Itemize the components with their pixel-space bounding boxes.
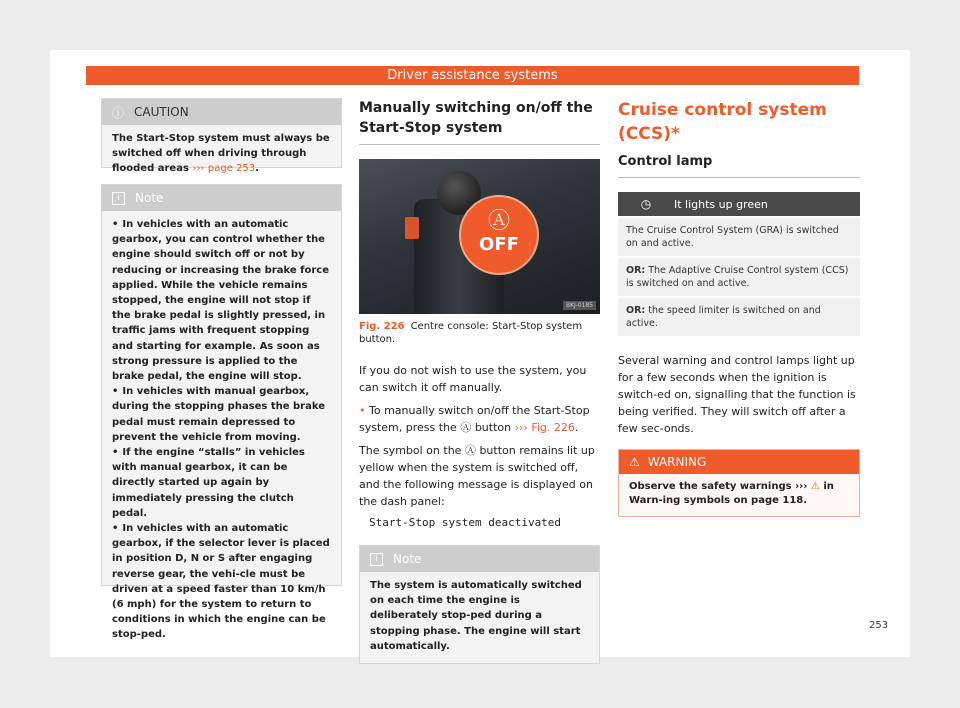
para-end: . xyxy=(574,421,579,434)
lamp-row-prefix: OR: xyxy=(626,305,646,316)
para-text: The symbol on the xyxy=(359,444,462,457)
button-symbol-icon: Ⓐ xyxy=(464,444,476,457)
caution-icon: ⓘ xyxy=(112,105,125,120)
lamp-header-text: It lights up green xyxy=(674,197,768,211)
chapter-title: Cruise control system (CCS)* xyxy=(618,100,827,144)
note-label: Note xyxy=(135,191,164,205)
para-text: To manually switch on/off the Start-Stop system, press the xyxy=(359,404,590,434)
control-lamp-table xyxy=(618,192,860,336)
paragraph: Several warning and control lamps light up for a few seconds when the ignition is switch-ed on, signalling that the function is being verified. They will switch off after a few sec-onds. xyxy=(618,354,856,435)
para-text: button remains lit up yellow when the system is switched off, and the following message is displayed on the dash panel: xyxy=(359,444,595,508)
caption-text: Centre console: Start-Stop system button. xyxy=(359,321,583,345)
lamp-row-text: The Cruise Control System (GRA) is switched on and active. xyxy=(626,225,839,249)
section-heading: Manually switching on/off the Start-Stop system xyxy=(359,98,600,145)
warning-box xyxy=(618,449,860,517)
lamp-row-text: The Adaptive Cruise Control system (CCS) is switched on and active. xyxy=(626,265,849,289)
subsection-heading: Control lamp xyxy=(618,154,860,178)
fig-link[interactable]: Fig. 226 xyxy=(531,421,575,434)
column-right xyxy=(618,98,860,517)
note-bullet: • In vehicles with an automatic gearbox, if the selector lever is placed in position D, N or S after engaging reverse gear, the vehi-cle must be driven at a speed faster than 10 km/h (6 mph) for the system to return to conditions in which the engine can be stop-ped. xyxy=(112,523,330,641)
figure-centre-console xyxy=(359,159,600,314)
warning-body xyxy=(619,474,859,516)
warning-link[interactable]: in Warn-ing symbols on page 118. xyxy=(629,481,834,506)
note-bullet-text: If the engine “stalls” in vehicles with manual gearbox, it can be directly started up again by immediately pressing the clutch pedal. xyxy=(112,447,305,519)
warning-triangle-icon: ⚠ xyxy=(810,481,820,492)
warning-arrows: ››› xyxy=(795,481,808,492)
note-label: Note xyxy=(393,552,422,566)
start-stop-button xyxy=(405,217,419,239)
note-bullet-text: In vehicles with an automatic gearbox, if the selector lever is placed in position D, N or S after engaging reverse gear, the vehi-cle must be driven at a speed faster than 10 km/h (6 mph) for the system to return to conditions in which the engine can be stop-ped. xyxy=(112,523,330,641)
warning-text: Observe the safety warnings xyxy=(629,481,792,492)
column-left xyxy=(101,98,342,641)
warning-label: WARNING xyxy=(647,455,707,469)
lamp-row-prefix: OR: xyxy=(626,265,646,276)
lamp-row xyxy=(618,296,860,336)
caution-box xyxy=(101,98,342,175)
note-bullet: • In vehicles with an automatic gearbox, you can control whether the engine should switch off or not by reducing or increasing the brake force applied. While the vehicle remains stopped, the engine will not stop if the brake pedal is slightly pressed, in traffic jams with frequent stopping and starting for example. As soon as strong pressure is applied to the brake pedal, the engine will stop. xyxy=(112,219,329,383)
column-middle xyxy=(359,98,600,664)
paragraph: If you do not wish to use the system, you can switch it off manually. xyxy=(359,364,587,394)
link-arrows: ››› xyxy=(514,421,528,434)
info-icon: i xyxy=(112,192,125,205)
auto-start-stop-icon: Ⓐ xyxy=(487,209,510,234)
figure-code: BKJ-0185 xyxy=(563,301,596,310)
figure-number: Fig. 226 xyxy=(359,321,405,332)
lamp-row xyxy=(618,256,860,296)
caution-label: CAUTION xyxy=(134,105,189,119)
paragraph xyxy=(359,442,600,510)
button-symbol-icon: Ⓐ xyxy=(460,421,472,434)
lamp-table-header xyxy=(618,192,860,216)
section-header: Driver assistance systems xyxy=(86,66,859,85)
warning-triangle-icon: ⚠ xyxy=(629,455,640,469)
note-header xyxy=(360,546,599,572)
caution-end: . xyxy=(255,163,259,175)
caution-link[interactable]: page 253 xyxy=(207,163,256,175)
caution-link-arrows: ››› xyxy=(192,163,205,175)
bullet-dot: • xyxy=(359,404,366,417)
speedometer-icon: ◷ xyxy=(640,197,652,211)
off-label: OFF xyxy=(479,234,519,255)
lamp-row-text: the speed limiter is switched on and active. xyxy=(626,305,821,329)
note-bullet-text: In vehicles with manual gearbox, during the stopping phases the brake pedal must remain depressed to prevent the vehicle from moving. xyxy=(112,386,326,443)
start-stop-off-callout xyxy=(459,195,539,275)
note-bullet: • In vehicles with manual gearbox, during the stopping phases the brake pedal must remain depressed to prevent the vehicle from moving. xyxy=(112,386,326,443)
note-bullet-text: In vehicles with an automatic gearbox, you can control whether the engine should switch off or not by reducing or increasing the brake force applied. While the vehicle remains stopped, the engine will not stop if the brake pedal is slightly pressed, in traffic jams with frequent stopping and starting for example. As soon as strong pressure is applied to the brake pedal, the engine will stop. xyxy=(112,219,329,383)
dash-message: Start-Stop system deactivated xyxy=(369,516,562,529)
caution-header xyxy=(102,99,341,125)
note-bullet: • If the engine “stalls” in vehicles with manual gearbox, it can be directly started up again by immediately pressing the clutch pedal. xyxy=(112,447,305,519)
lamp-row xyxy=(618,216,860,256)
page-number: 253 xyxy=(869,620,889,631)
info-icon: i xyxy=(370,553,383,566)
note-header xyxy=(102,185,341,211)
note-box xyxy=(101,184,342,641)
note-body: The system is automatically switched on each time the engine is deliberately stop-ped during a stopping phase. The engine will start automatically. xyxy=(370,580,582,652)
note-body xyxy=(102,211,341,652)
figure-caption xyxy=(359,320,600,346)
para-text: button xyxy=(474,421,512,434)
paragraph-instruction xyxy=(359,402,600,436)
caution-body xyxy=(102,125,341,186)
note-box xyxy=(359,545,600,664)
caution-text: The Start-Stop system must always be switched off when driving through flooded areas xyxy=(112,133,330,175)
warning-header xyxy=(619,450,859,474)
